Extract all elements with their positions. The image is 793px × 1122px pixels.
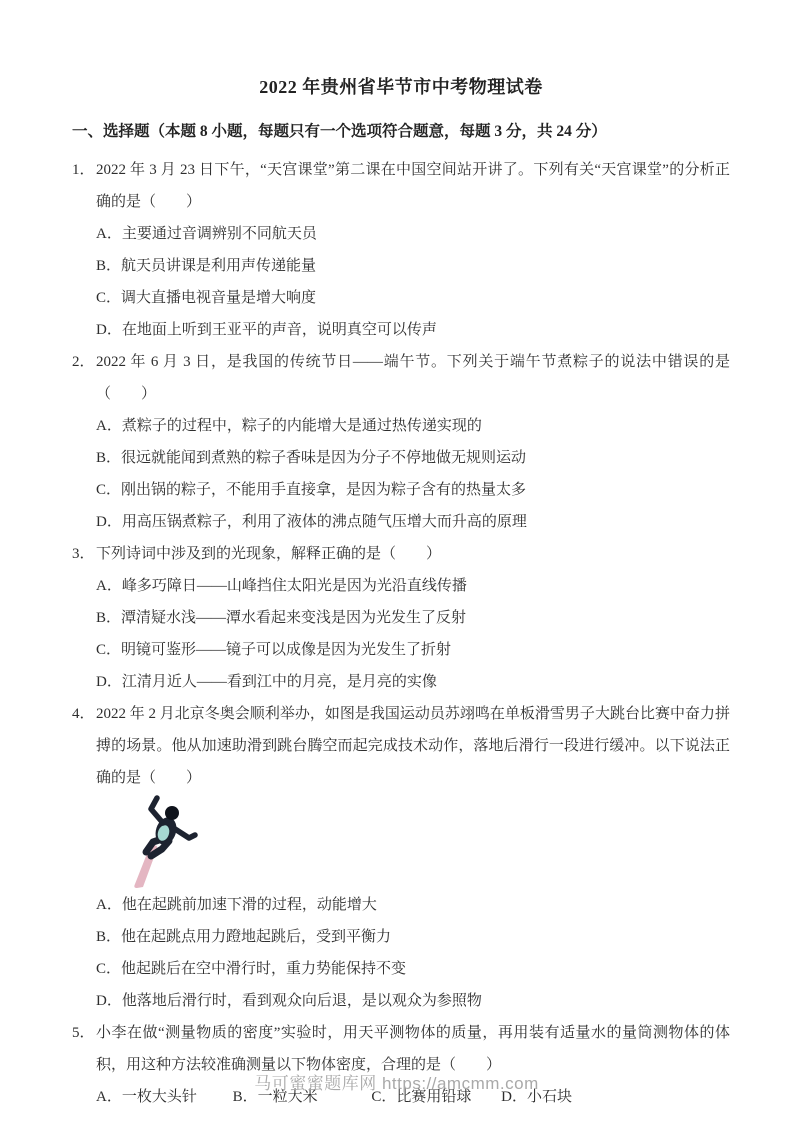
question-3-option-a: A．峰多巧障日——山峰挡住太阳光是因为光沿直线传播 [96,578,467,594]
question-4-option-d: D．他落地后滑行时，看到观众向后退，是以观众为参照物 [96,993,482,1009]
section-heading: 一、选择题（本题 8 小题，每题只有一个选项符合题意，每题 3 分，共 24 分） [72,123,607,140]
question-4-option-b: B．他在起跳点用力蹬地起跳后，受到平衡力 [96,929,392,945]
question-1-number: 1． [72,162,95,178]
question-3-option-b: B．潭清疑水浅——潭水看起来变浅是因为光发生了反射 [96,610,467,626]
question-4 [72,698,730,1017]
question-3-stem: 下列诗词中涉及到的光现象，解释正确的是（ ） [96,546,442,562]
question-2-option-c: C．刚出锅的粽子，不能用手直接拿，是因为粽子含有的热量太多 [96,482,527,498]
page-title: 2022 年贵州省毕节市中考物理试卷 [259,77,543,97]
question-5-option-c: C．比赛用铅球 [371,1089,472,1105]
question-5-option-b: B．一粒大米 [232,1089,318,1105]
question-3-option-d: D．江清月近人——看到江中的月亮，是月亮的实像 [96,674,437,690]
question-2 [72,346,730,538]
question-4-option-a: A．他在起跳前加速下滑的过程，动能增大 [96,897,377,913]
question-5 [72,1017,730,1113]
question-4-stem: 2022 年 2 月北京冬奥会顺利举办，如图是我国运动员苏翊鸣在单板滑雪男子大跳台比赛中奋力拼搏的场景。他从加速助滑到跳台腾空而起完成技术动作，落地后滑行一段进行缓冲。以下说法正确的是（ ） [96,706,730,786]
question-2-stem: 2022 年 6 月 3 日，是我国的传统节日——端午节。下列关于端午节煮粽子的说法中错误的是（ ） [96,354,730,402]
question-5-option-a: A．一枚大头针 [96,1089,197,1105]
question-5-option-d: D．小石块 [501,1089,572,1105]
question-1-option-a: A．主要通过音调辨别不同航天员 [96,226,317,242]
snowboarder-head [165,806,179,820]
snowboarder-image [122,794,730,889]
question-4-option-c: C．他起跳后在空中滑行时，重力势能保持不变 [96,961,407,977]
question-1-stem: 2022 年 3 月 23 日下午，“天宫课堂”第二课在中国空间站开讲了。下列有关“天宫课堂”的分析正确的是（ ） [96,162,730,210]
question-2-option-d: D．用高压锅煮粽子，利用了液体的沸点随气压增大而升高的原理 [96,514,527,530]
question-2-number: 2． [72,354,95,370]
question-1-option-c: C．调大直播电视音量是增大响度 [96,290,317,306]
question-3-option-c: C．明镜可鉴形——镜子可以成像是因为光发生了折射 [96,642,452,658]
watermark-footer: 马可蜜蜜题库网 https://amcmm.com [254,1074,539,1093]
snowboarder-arm [175,829,195,838]
question-2-option-a: A．煮粽子的过程中，粽子的内能增大是通过热传递实现的 [96,418,482,434]
question-3-number: 3． [72,546,95,562]
question-1 [72,154,730,346]
question-5-number: 5． [72,1025,95,1041]
question-5-stem: 小李在做“测量物质的密度”实验时，用天平测物体的质量，再用装有适量水的量筒测物体的体积，用这种方法较准确测量以下物体密度，合理的是（ ） [96,1025,730,1073]
question-4-number: 4． [72,706,95,722]
snowboarder-arm [151,798,163,823]
question-2-option-b: B．很远就能闻到煮熟的粽子香味是因为分子不停地做无规则运动 [96,450,527,466]
question-1-option-b: B．航天员讲课是利用声传递能量 [96,258,317,274]
question-3 [72,538,730,698]
question-1-option-d: D．在地面上听到王亚平的声音，说明真空可以传声 [96,322,437,338]
